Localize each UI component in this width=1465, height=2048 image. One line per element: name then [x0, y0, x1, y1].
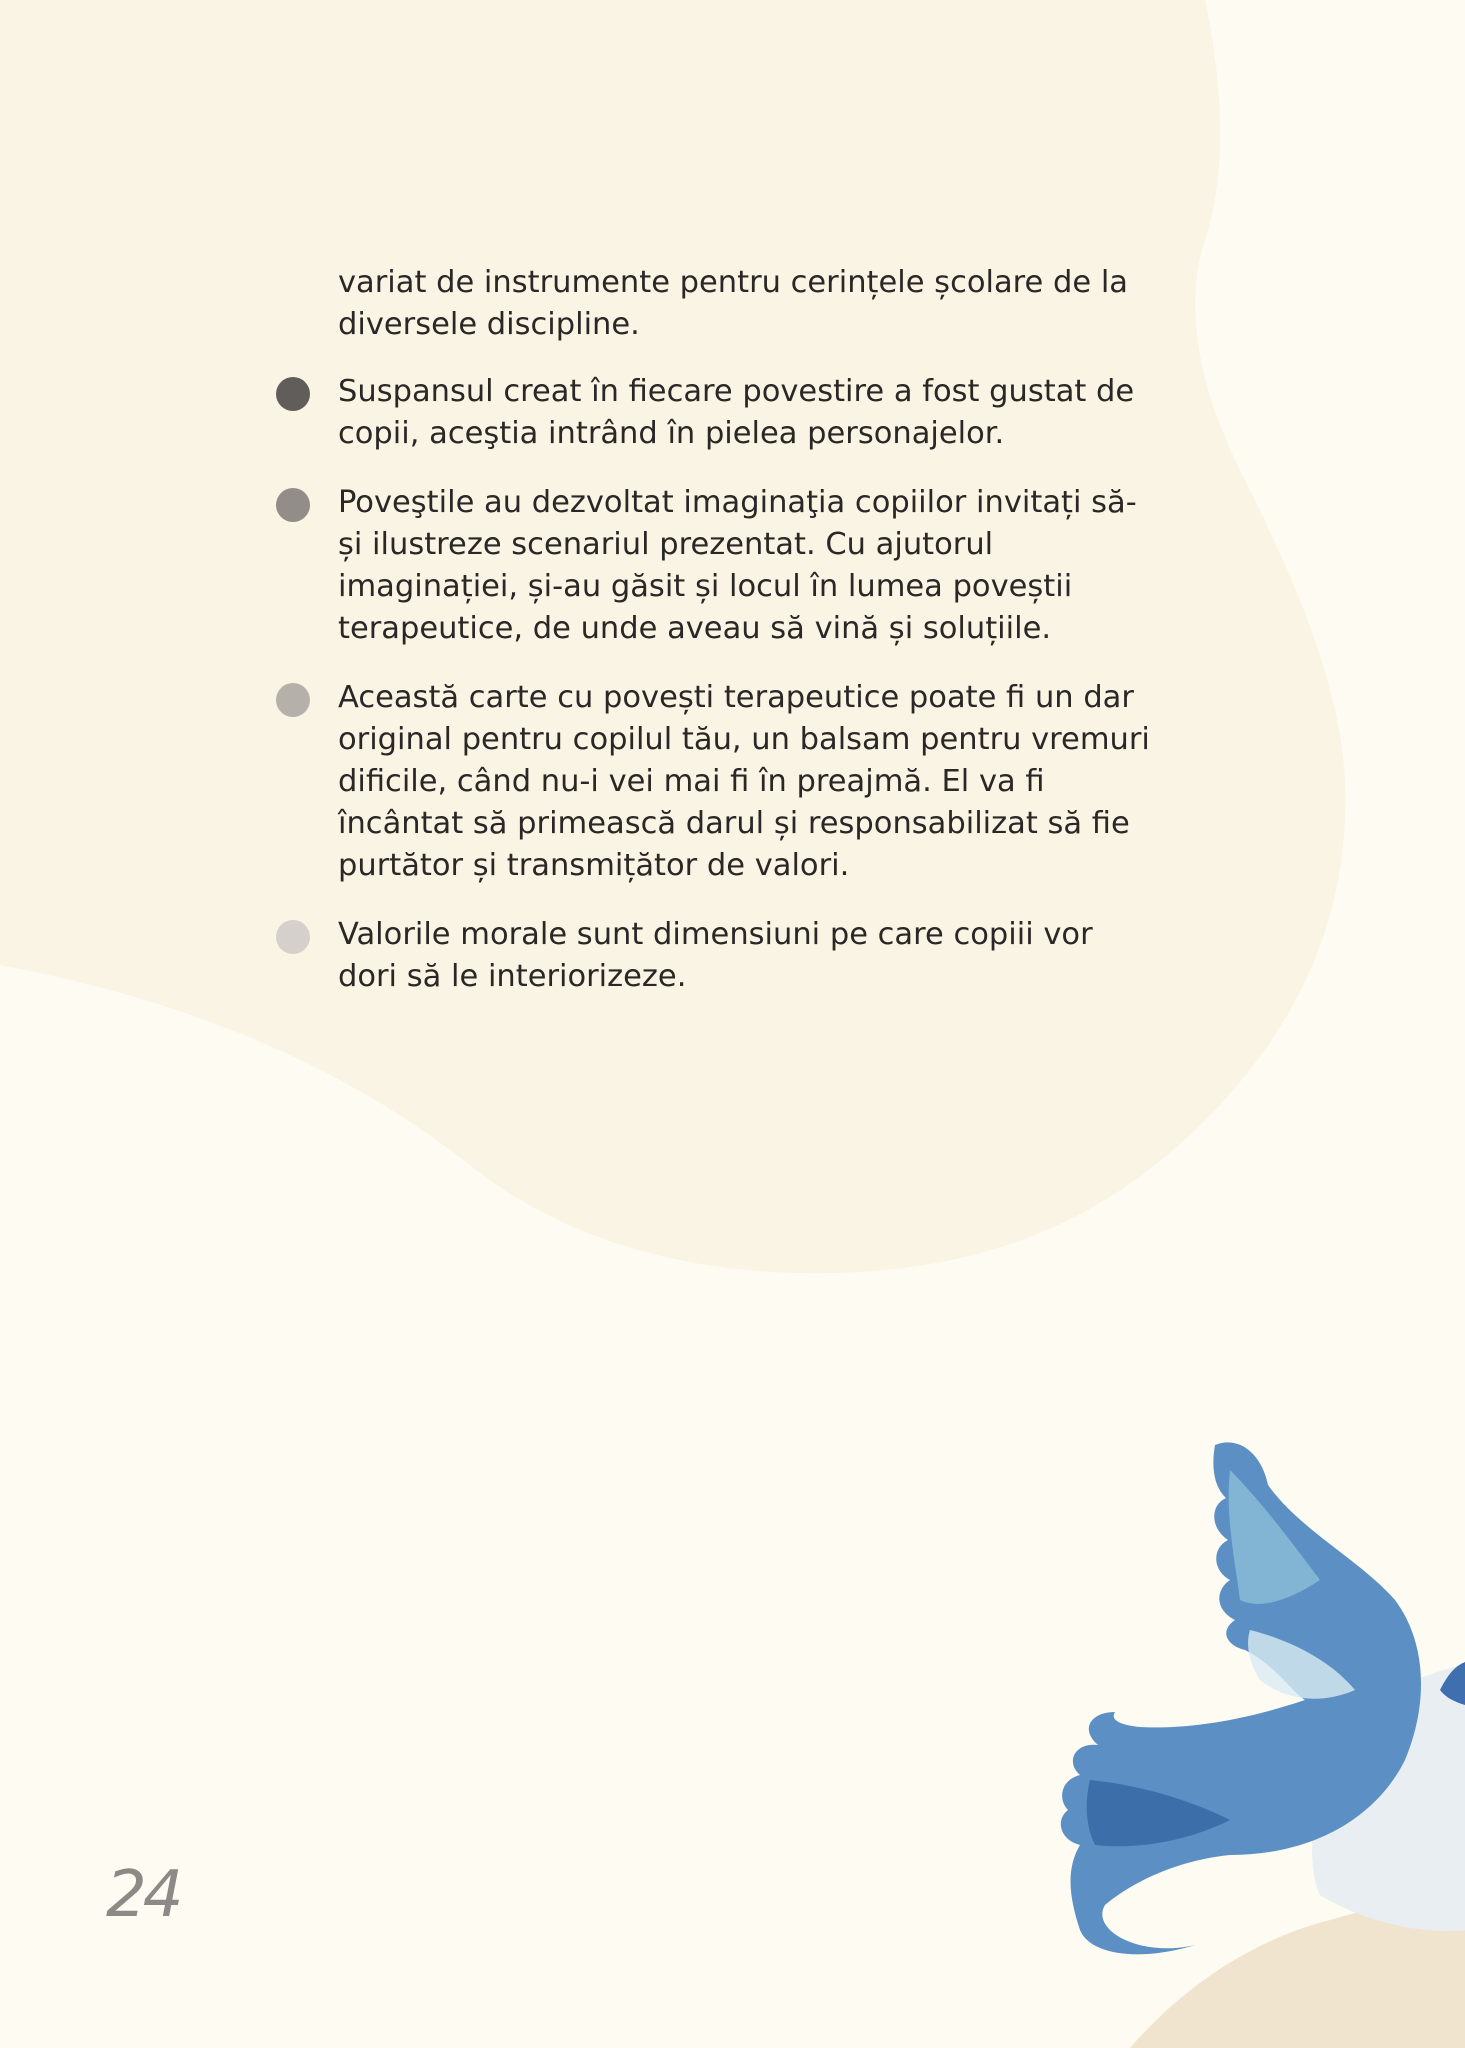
list-item-text: Această carte cu povești terapeutice poate fi un dar original pentru copilul tău, un balsam pentru vremuri dificile, când nu-i vei mai fi în preajmă. El va fi încântat să primească darul și responsabilizat să fie purtător și transmițător de valori. [338, 680, 1150, 883]
list-item [276, 677, 1156, 887]
page-number: 24 [106, 1858, 180, 1932]
bullet-dot-icon [276, 920, 310, 954]
bullet-dot-icon [276, 488, 310, 522]
list-item [276, 914, 1156, 998]
intro-paragraph: variat de instrumente pentru cerințele școlare de la diversele discipline. [338, 265, 1128, 342]
bullet-list [276, 371, 1156, 998]
bullet-dot-icon [276, 683, 310, 717]
main-content [276, 262, 1156, 1025]
watercolor-dove-icon [1061, 1442, 1465, 1954]
list-item-text: Poveştile au dezvoltat imaginaţia copiilor invitați să-și ilustreze scenariul prezentat. Cu ajutorul imaginației, și-au găsit și locul în lumea poveștii terapeutice, de unde aveau să vină și soluțiile. [338, 485, 1137, 646]
list-item-text: Valorile morale sunt dimensiuni pe care copiii vor dori să le interiorizeze. [338, 917, 1093, 994]
list-item-text: Suspansul creat în fiecare povestire a fost gustat de copii, aceştia intrând în pielea personajelor. [338, 374, 1135, 451]
bullet-dot-icon [276, 377, 310, 411]
list-item [276, 371, 1156, 455]
list-item [276, 482, 1156, 650]
